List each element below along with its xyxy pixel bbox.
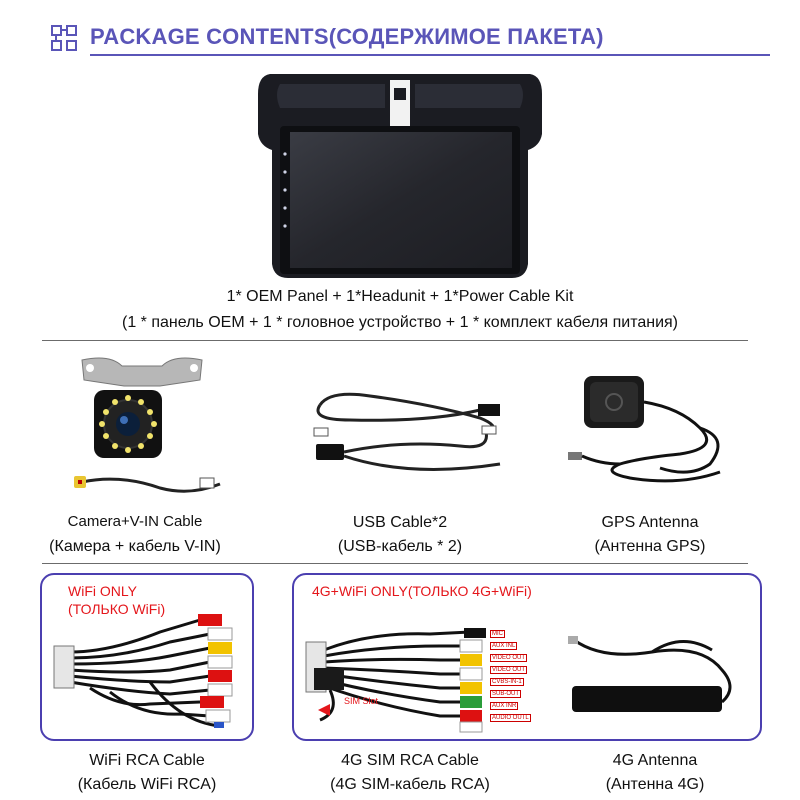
usb-label-ru: (USB-кабель * 2)	[337, 538, 463, 555]
rca-tag: MIC	[492, 631, 503, 637]
rca-tag-list	[490, 630, 529, 722]
usb-cable-image	[310, 380, 510, 490]
rca-tag: AUDIO OUTL	[492, 715, 529, 721]
4g-antenna-image	[562, 630, 752, 720]
main-caption-ru: (1 * панель OEM + 1 * головное устройство + 1 * комплект кабеля питания)	[121, 314, 678, 331]
section-divider-2	[42, 563, 748, 564]
4g-sim-rca-label-en: 4G SIM RCA Cable	[341, 752, 479, 769]
camera-label-en: Camera+V-IN Cable	[67, 513, 203, 530]
headunit-image	[250, 64, 550, 286]
gps-label-en: GPS Antenna	[601, 514, 699, 531]
rca-tag: CVBS-IN-1	[492, 679, 522, 685]
camera-image	[60, 352, 230, 502]
package-grid-icon	[50, 24, 78, 52]
rca-tag: VIDEO OUT	[492, 655, 526, 661]
section-header	[50, 22, 770, 58]
title-underline	[90, 54, 770, 56]
wifi-only-title-ru: (ТОЛЬКО WiFi)	[68, 601, 166, 617]
wifi-rca-label-ru: (Кабель WiFi RCA)	[77, 776, 217, 793]
4g-antenna-label-en: 4G Antenna	[612, 752, 698, 769]
sim-slot-label: SIM Slot	[344, 696, 379, 706]
rca-tag: AUX INR	[492, 703, 517, 709]
page-title: PACKAGE CONTENTS(СОДЕРЖИМОЕ ПАКЕТА)	[90, 24, 604, 49]
wifi-rca-label-en: WiFi RCA Cable	[89, 752, 205, 769]
rca-tag: AUX INL	[492, 643, 516, 649]
gps-label-ru: (Антенна GPS)	[594, 538, 706, 555]
wifi-rca-cable-image	[50, 612, 250, 734]
rca-tag: SUB-OUT	[492, 691, 519, 697]
gps-antenna-image	[560, 368, 740, 498]
section-divider	[42, 340, 748, 341]
4g-sim-rca-label-ru: (4G SIM-кабель RCA)	[330, 776, 490, 793]
main-caption-en: 1* OEM Panel + 1*Headunit + 1*Power Cable Kit	[226, 288, 574, 305]
rca-tag: VIDEO OUT	[492, 667, 526, 673]
camera-label-ru: (Камера + кабель V-IN)	[49, 538, 221, 555]
wifi-only-title: WiFi ONLY	[68, 583, 137, 599]
usb-label-en: USB Cable*2	[352, 514, 448, 531]
4g-antenna-label-ru: (Антенна 4G)	[605, 776, 705, 793]
4g-wifi-title: 4G+WiFi ONLY(ТОЛЬКО 4G+WiFi)	[312, 583, 532, 599]
